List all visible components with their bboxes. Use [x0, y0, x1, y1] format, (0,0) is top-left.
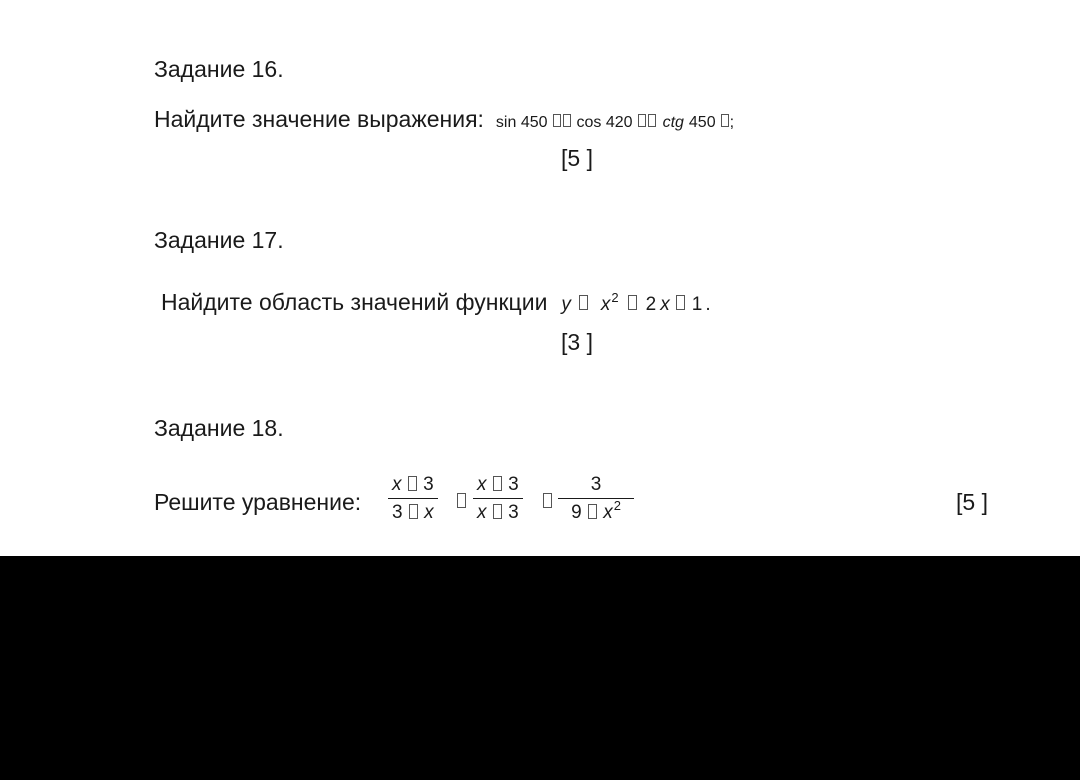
missing-glyph-icon [648, 114, 656, 127]
missing-glyph-icon [457, 493, 466, 508]
frac3-num-3: 3 [590, 474, 602, 495]
missing-glyph-icon [638, 114, 646, 127]
frac1-den-x: x [424, 502, 434, 523]
task-16-line [154, 106, 734, 133]
task-17-line [161, 289, 711, 316]
frac2-den-x: x [477, 502, 487, 523]
task-16-term-sin: sin 450 [495, 114, 548, 131]
task-16-term-cos: cos 420 [576, 114, 633, 131]
missing-glyph-icon [563, 114, 571, 127]
task-17-prompt: Найдите область значений функции [161, 289, 548, 315]
frac1-num-x: x [392, 474, 402, 495]
frac1-num-3: 3 [423, 474, 434, 495]
missing-glyph-icon [493, 476, 502, 491]
missing-glyph-icon [579, 295, 588, 310]
task-18-fraction-2 [473, 474, 523, 524]
task-18-score: [5 ] [956, 489, 988, 515]
task-17-var-y: y [561, 294, 571, 315]
missing-glyph-icon [543, 493, 552, 508]
frac2-num-3: 3 [508, 474, 519, 495]
frac3-den-exponent: 2 [613, 498, 621, 513]
task-18-prompt: Решите уравнение: [154, 489, 362, 515]
task-18-fraction-3 [558, 474, 634, 524]
missing-glyph-icon [493, 504, 502, 519]
missing-glyph-icon [676, 295, 685, 310]
task-18-heading: Задание 18. [154, 415, 284, 441]
task-16-heading: Задание 16. [154, 56, 284, 82]
frac3-den-x: x [603, 502, 613, 523]
frac2-den-3: 3 [508, 502, 519, 523]
task-17-var-x: x [600, 294, 611, 315]
task-16-term-ctg-arg: 450 [688, 114, 716, 131]
task-16-prompt: Найдите значение выражения: [154, 106, 484, 132]
task-17-var-x2: x [660, 294, 670, 315]
missing-glyph-icon [408, 476, 417, 491]
missing-glyph-icon [553, 114, 561, 127]
task-18-fraction-1 [388, 474, 438, 524]
task-17-exponent: 2 [611, 290, 619, 305]
task-17-const: 1 [691, 294, 703, 315]
frac3-den-9: 9 [571, 502, 582, 523]
missing-glyph-icon [628, 295, 637, 310]
task-17-end: . [705, 294, 711, 315]
task-16-term-ctg: ctg [662, 114, 684, 131]
task-16-score: [5 ] [561, 145, 593, 171]
task-17-score: [3 ] [561, 329, 593, 355]
task-16-end: ; [729, 114, 735, 131]
task-17-coef: 2 [645, 294, 657, 315]
black-letterbox [0, 556, 1080, 780]
missing-glyph-icon [588, 504, 597, 519]
frac2-num-x: x [477, 474, 487, 495]
missing-glyph-icon [409, 504, 418, 519]
task-17-heading: Задание 17. [154, 227, 284, 253]
frac1-den-3: 3 [392, 502, 403, 523]
missing-glyph-icon [721, 114, 729, 127]
